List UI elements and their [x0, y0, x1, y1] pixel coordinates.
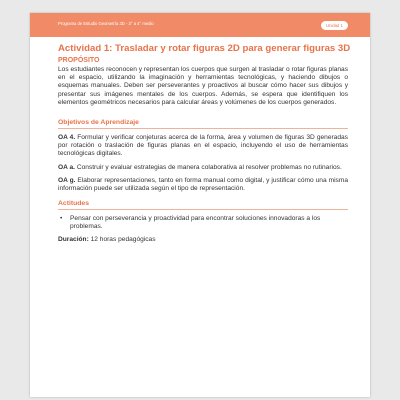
objective-code: OA g.: [58, 176, 76, 184]
page-header: [30, 13, 370, 37]
purpose-text: Los estudiantes reconocen y representan los cuerpos que surgen al trasladar o rotar figuras planas en el espacio, utilizando la imaginación y herramientas tecnológicas, y haciendo dibujos o esquemas manuales. Deben ser perseverantes y proactivos al buscar cómo hacer sus dibujos y presentar sus imágenes mentales de los cuerpos. Además, se espera que identifiquen los elementos geométricos necesarios para calcular áreas y volúmenes de los cuerpos generados.: [58, 66, 348, 106]
bullet-icon: •: [60, 215, 63, 223]
objective-oag: [58, 177, 348, 193]
objective-code: OA a.: [58, 163, 75, 171]
program-title: Programa de Estudio Geometría 3D - 3° a 4° medio: [58, 21, 154, 26]
purpose-label: PROPÓSITO: [58, 57, 100, 64]
objectives-heading: Objetivos de Aprendizaje: [58, 119, 139, 127]
objective-text: Elaborar representaciones, tanto en forma manual como digital, y justificar cómo una misma información puede ser utilizada según el tipo de representación.: [58, 176, 348, 193]
attitude-text: Pensar con perseverancia y proactividad para encontrar soluciones innovadoras a los problemas.: [70, 215, 321, 231]
unit-badge: Unidad 1: [321, 21, 348, 30]
duration: [58, 236, 348, 244]
attitudes-heading: Actitudes: [58, 200, 89, 208]
activity-title: Actividad 1: Trasladar y rotar figuras 2D para generar figuras 3D: [58, 43, 351, 54]
objective-text: Construir y evaluar estrategias de manera colaborativa al resolver problemas no rutinarios.: [74, 163, 342, 171]
attitude-item: [58, 215, 348, 231]
objective-code: OA 4.: [58, 134, 76, 142]
objective-oaa: [58, 164, 348, 172]
duration-label: Duración:: [58, 235, 89, 243]
document-content: [58, 43, 351, 244]
objectives-divider: [58, 128, 348, 129]
objective-text: Formular y verificar conjeturas acerca de la forma, área y volumen de figuras 3D generadas por rotación o traslación de figuras planas en el espacio, incluyendo el uso de herramientas tecnológicas digitales.: [58, 134, 348, 158]
document-page: [30, 13, 370, 397]
duration-value: 12 horas pedagógicas: [88, 235, 156, 243]
objective-oa4: [58, 134, 348, 159]
attitudes-divider: [58, 209, 348, 210]
